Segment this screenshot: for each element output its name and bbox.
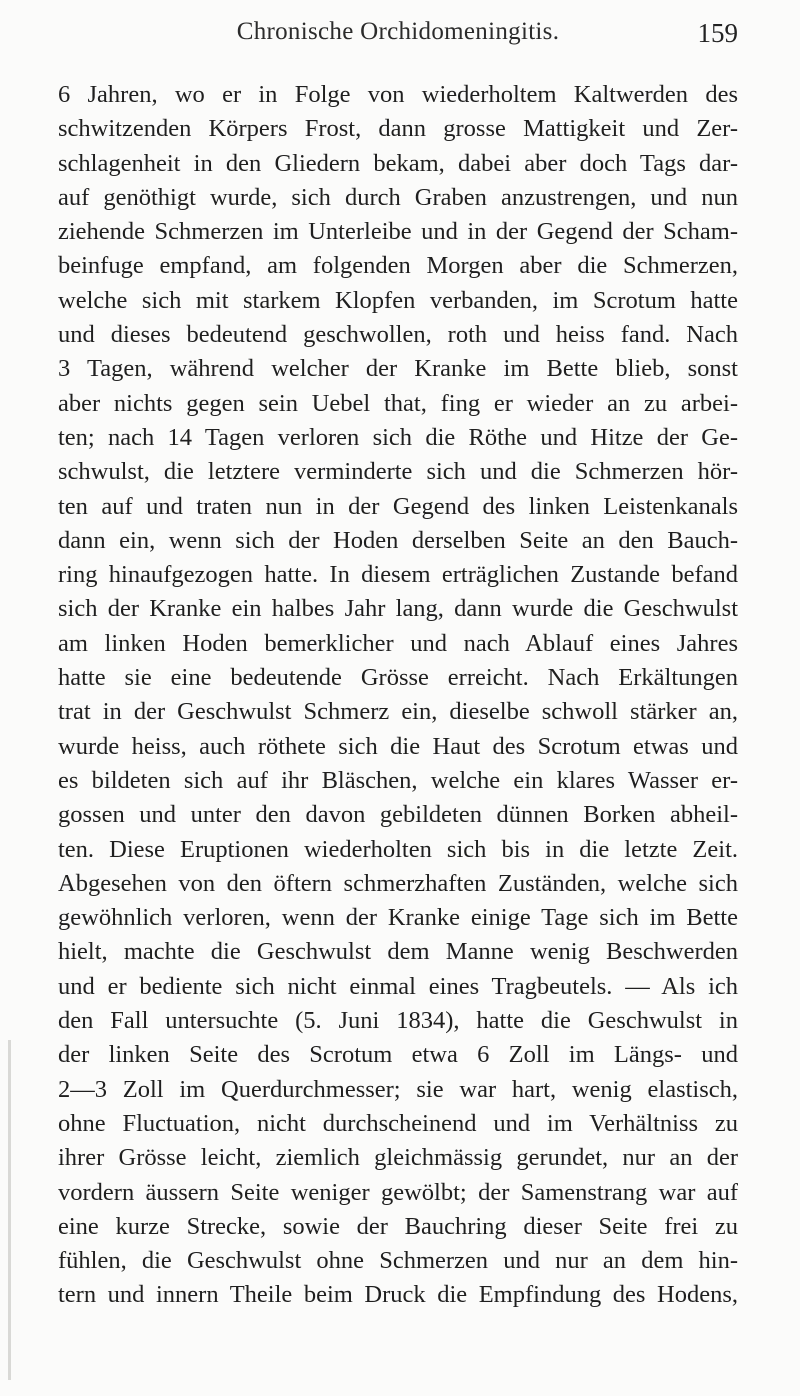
- text-line: hielt, machte die Geschwulst dem Manne wenig Beschwerden: [58, 938, 738, 966]
- text-line: Abgesehen von den öftern schmerzhaften Zuständen, welche sich: [58, 869, 738, 897]
- text-line: 2—3 Zoll im Querdurchmesser; sie war hart, wenig elastisch,: [58, 1075, 738, 1103]
- text-line: auf genöthigt wurde, sich durch Graben anzustrengen, und nun: [58, 183, 738, 211]
- text-line: 6 Jahren, wo er in Folge von wiederholtem Kaltwerden des: [58, 81, 738, 108]
- text-line: sich der Kranke ein halbes Jahr lang, dann wurde die Geschwulst: [58, 595, 738, 623]
- text-line: welche sich mit starkem Klopfen verbanden, im Scrotum hatte: [58, 286, 738, 314]
- body-text: [58, 78, 738, 1313]
- binding-edge-shadow: [8, 1040, 11, 1380]
- text-line: und er bediente sich nicht einmal eines Tragbeutels. — Als ich: [58, 972, 738, 1000]
- text-line: den Fall untersuchte (5. Juni 1834), hatte die Geschwulst in: [58, 1007, 738, 1035]
- text-line: tern und innern Theile beim Druck die Empfindung des Hodens,: [58, 1281, 738, 1309]
- text-line: eine kurze Strecke, sowie der Bauchring dieser Seite frei zu: [58, 1212, 738, 1240]
- text-line: wurde heiss, auch röthete sich die Haut des Scrotum etwas und: [58, 732, 738, 760]
- text-line: ziehende Schmerzen im Unterleibe und in der Gegend der Scham-: [58, 218, 738, 246]
- text-line: schwulst, die letztere verminderte sich und die Schmerzen hör-: [58, 458, 738, 486]
- text-line: trat in der Geschwulst Schmerz ein, dieselbe schwoll stärker an,: [58, 698, 738, 726]
- text-line: es bildeten sich auf ihr Bläschen, welche ein klares Wasser er-: [58, 766, 738, 794]
- page-number: 159: [697, 18, 738, 48]
- text-line: 3 Tagen, während welcher der Kranke im Bette blieb, sonst: [58, 355, 738, 383]
- text-line: dann ein, wenn sich der Hoden derselben Seite an den Bauch-: [58, 526, 738, 554]
- text-line: ohne Fluctuation, nicht durchscheinend und im Verhältniss zu: [58, 1109, 738, 1137]
- running-head: [58, 18, 738, 58]
- text-line: fühlen, die Geschwulst ohne Schmerzen und nur an dem hin-: [58, 1247, 738, 1275]
- text-line: ten auf und traten nun in der Gegend des linken Leistenkanals: [58, 492, 738, 520]
- text-line: ihrer Grösse leicht, ziemlich gleichmässig gerundet, nur an der: [58, 1144, 738, 1172]
- text-line: schlagenheit in den Gliedern bekam, dabei aber doch Tags dar-: [58, 149, 738, 177]
- running-title: Chronische Orchidomeningitis.: [236, 18, 560, 45]
- text-line: beinfuge empfand, am folgenden Morgen aber die Schmerzen,: [58, 252, 738, 280]
- text-line: der linken Seite des Scrotum etwa 6 Zoll im Längs- und: [58, 1041, 738, 1069]
- text-line: vordern äussern Seite weniger gewölbt; der Samenstrang war auf: [58, 1178, 738, 1206]
- text-line: ring hinaufgezogen hatte. In diesem erträglichen Zustande befand: [58, 561, 738, 589]
- text-line: gewöhnlich verloren, wenn der Kranke einige Tage sich im Bette: [58, 904, 738, 932]
- text-line: aber nichts gegen sein Uebel that, fing er wieder an zu arbei-: [58, 389, 738, 417]
- text-line: ten. Diese Eruptionen wiederholten sich bis in die letzte Zeit.: [58, 835, 738, 863]
- text-line: gossen und unter den davon gebildeten dünnen Borken abheil-: [58, 801, 738, 829]
- text-line: hatte sie eine bedeutende Grösse erreicht. Nach Erkältungen: [58, 664, 738, 692]
- text-line: ten; nach 14 Tagen verloren sich die Röthe und Hitze der Ge-: [58, 423, 738, 451]
- text-line: am linken Hoden bemerklicher und nach Ablauf eines Jahres: [58, 629, 738, 657]
- text-line: und dieses bedeutend geschwollen, roth und heiss fand. Nach: [58, 321, 738, 349]
- text-line: schwitzenden Körpers Frost, dann grosse Mattigkeit und Zer-: [58, 115, 738, 143]
